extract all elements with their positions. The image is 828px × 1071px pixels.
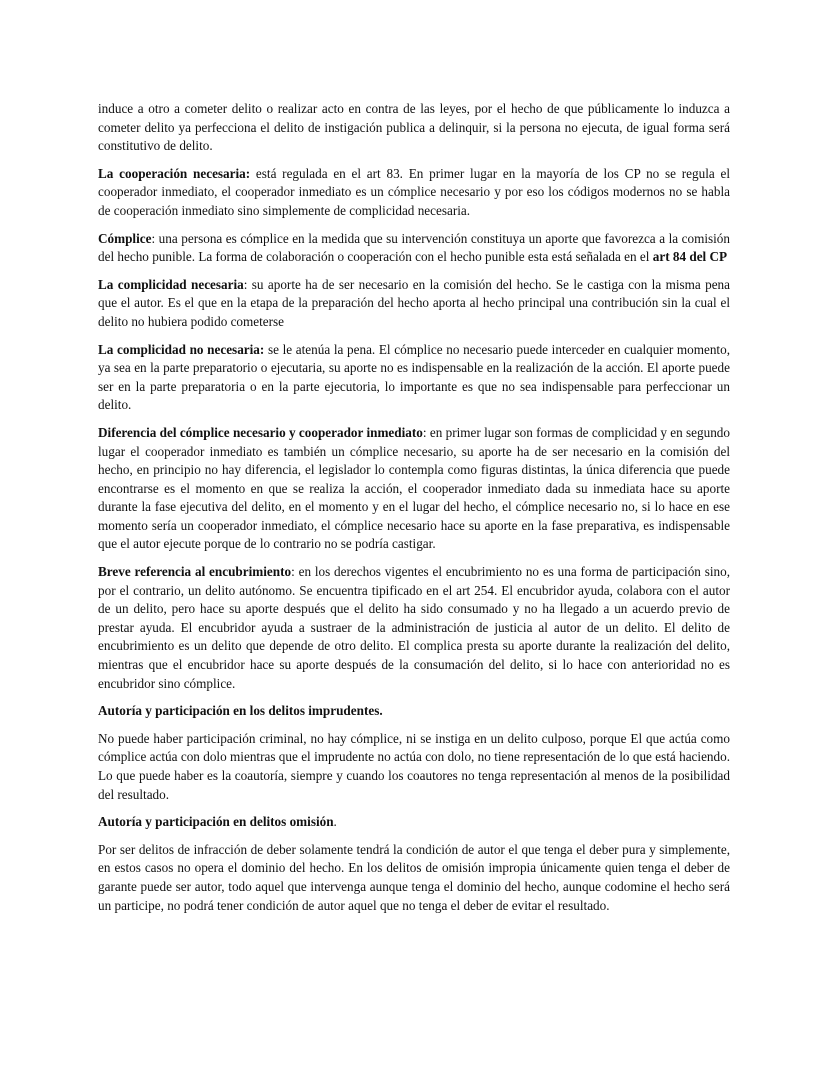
document-page (98, 100, 730, 924)
term-heading: La complicidad necesaria (98, 276, 244, 292)
paragraph-complicidad-necesaria (98, 276, 730, 332)
paragraph-text: : en los derechos vigentes el encubrimiento no es una forma de participación sino, por el contrario, un delito autónomo. Se encuentra tipificado en el art 254. El encubridor ayuda, colabora con el autor de un delito, pero hace su aporte después que el delito ha sido consumado y no ha llegado a un acuerdo previo de prestar ayuda. El encubridor ayuda a sustraer de la administración de justicia al autor de un delito. El delito de encubrimiento es un delito que depende de otro delito. El complica presta su aporte durante la realización del delito, mientras que el encubridor hace su aporte después de la consumación del delito, si lo hace con anterioridad no es encubridor sino cómplice. (98, 564, 730, 691)
term-heading: Diferencia del cómplice necesario y cooperador inmediato (98, 424, 423, 440)
paragraph-delitos-imprudentes (98, 730, 730, 804)
section-heading-delitos-imprudentes: Autoría y participación en los delitos imprudentes. (98, 703, 383, 719)
section-heading-period: . (333, 814, 337, 830)
term-heading: Breve referencia al encubrimiento (98, 564, 292, 580)
paragraph-text: : una persona es cómplice en la medida que su intervención constituya un aporte que favorezca a la comisión del hecho punible. La forma de colaboración o cooperación con el hecho punible esta está señalada en el (98, 230, 730, 265)
paragraph-text: Por ser delitos de infracción de deber solamente tendrá la condición de autor el que tenga el deber pura y simplemente, en estos casos no opera el dominio del hecho. En los delitos de omisión impropia únicamente quien tenga el deber de garante puede ser autor, todo aquel que intervenga aunque tenga el dominio del hecho, aunque codomine el hecho será un participe, no podrá tener condición de autor aquel que no tenga el deber de evitar el resultado. (98, 841, 730, 913)
section-heading-delitos-omision (98, 813, 730, 832)
paragraph-complice (98, 230, 730, 267)
paragraph-text: induce a otro a cometer delito o realizar acto en contra de las leyes, por el hecho de que públicamente lo induzca a cometer delito ya perfecciona el delito de instigación publica a delinquir, si la persona no ejecuta, de igual forma será constitutivo de delito. (98, 101, 730, 154)
paragraph-instigation-continuation (98, 100, 730, 156)
term-heading: La complicidad no necesaria: (98, 341, 265, 357)
term-heading: Cómplice (98, 230, 152, 246)
paragraph-text: se le atenúa la pena. El cómplice no necesario puede interceder en cualquier momento, ya sea en la parte preparatorio o ejecutaria, su aporte no es indispensable en la realización de la acción. El aporte puede ser en la parte preparatoria o en la parte ejecutoria, lo importante es que no sea indispensable para perfeccionar un delito. (98, 341, 730, 413)
paragraph-complicidad-no-necesaria (98, 341, 730, 415)
paragraph-diferencia-complice-cooperador (98, 424, 730, 554)
paragraph-text: No puede haber participación criminal, no hay cómplice, ni se instiga en un delito culposo, porque El que actúa como cómplice actúa con dolo mientras que el imprudente no actúa con dolo, no tiene representación de lo que está haciendo. Lo que puede haber es la coautoría, siempre y cuando los coautores no tenga representación al menos de la posibilidad del resultado. (98, 730, 730, 802)
paragraph-encubrimiento (98, 563, 730, 693)
paragraph-text: está regulada en el art 83. En primer lugar en la mayoría de los CP no se regula el cooperador inmediato, el cooperador inmediato es un cómplice necesario y por eso los códigos modernos no se habla de cooperación inmediato sino simplemente de complicidad necesaria. (98, 165, 730, 218)
article-reference: art 84 del CP (652, 249, 728, 265)
term-heading: La cooperación necesaria: (98, 165, 251, 181)
section-heading-text: Autoría y participación en delitos omisión (98, 814, 334, 830)
paragraph-text: : su aporte ha de ser necesario en la comisión del hecho. Se le castiga con la misma pena que el autor. Es el que en la etapa de la preparación del hecho aporta al hecho principal una contribución sin la cual el delito no hubiera podido cometerse (98, 276, 731, 329)
paragraph-cooperacion-necesaria (98, 165, 730, 221)
paragraph-text: : en primer lugar son formas de complicidad y en segundo lugar el cooperador inmediato es también un cómplice necesario, su aporte ha de ser necesario en la comisión del hecho, en principio no hay diferencia, el legislador lo contempla como figuras distintas, la única diferencia que puede encontrarse es el momento en que se realiza la acción, el cooperador inmediato dada su inmediata hace su aporte durante la fase ejecutiva del delito, en el momento y en el lugar del hecho, el cómplice necesario no, si lo hace en ese momento sería un cooperador inmediato, el cómplice necesario hace su aporte en la fase preparativa, es indispensable que el autor ejecute porque de lo contrario no se podría castigar. (98, 424, 730, 552)
paragraph-delitos-omision (98, 841, 730, 915)
